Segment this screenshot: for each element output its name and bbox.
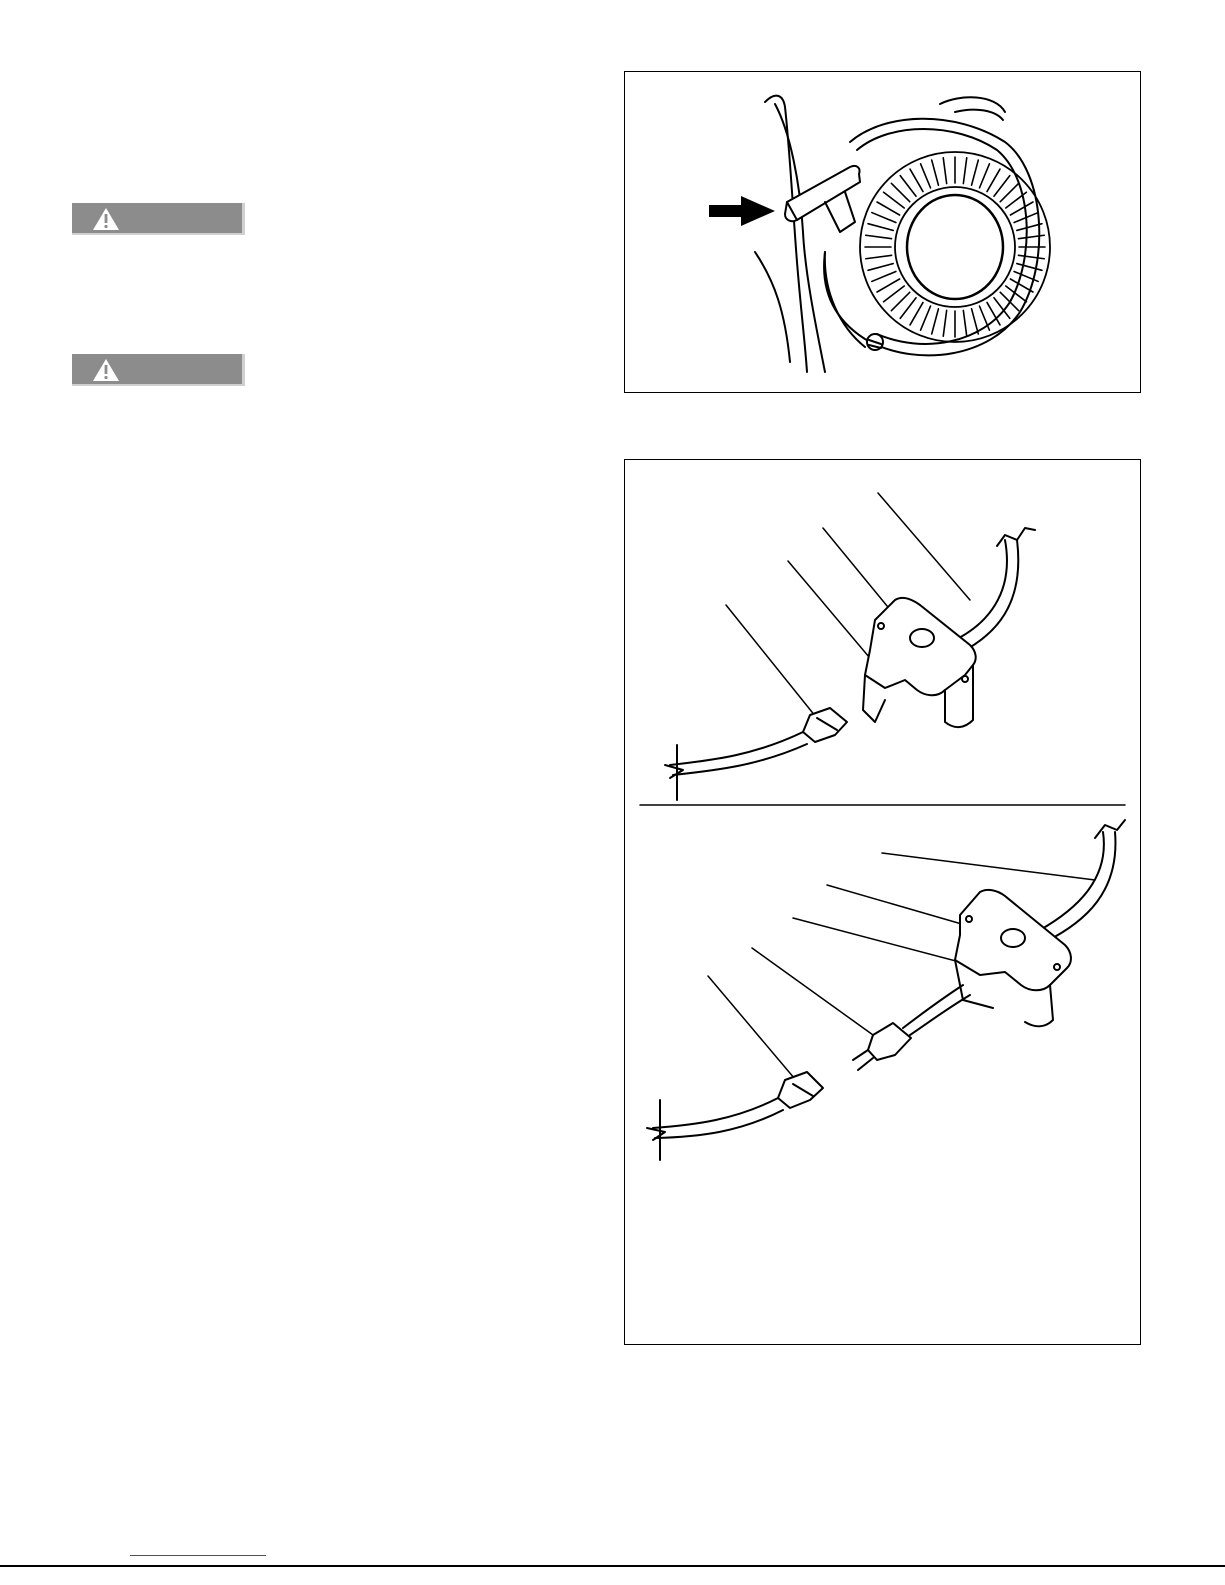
fan-slot [994, 298, 1010, 319]
fan-slot [868, 224, 893, 231]
footer-link-underline[interactable] [130, 1555, 266, 1556]
fan-slot [866, 255, 892, 258]
fan-slot [866, 235, 892, 238]
fan-slot [872, 213, 896, 223]
fan-slot [877, 202, 900, 215]
fan-slot [972, 160, 979, 185]
fan-slot [884, 286, 905, 302]
pull-starter-handle-icon [625, 72, 1142, 394]
warning-banner-2 [72, 354, 245, 386]
fan-slot [872, 271, 896, 281]
fan-slot [900, 298, 916, 319]
fan-slot [900, 176, 916, 197]
fan-slot [884, 192, 905, 208]
fan-slot [1018, 255, 1044, 258]
electric-start-cord-figure [624, 459, 1141, 1345]
fan-slot [1017, 224, 1042, 231]
warning-banner-1 [72, 203, 245, 235]
fan-slot [932, 309, 939, 334]
fan-slot [1017, 264, 1042, 271]
fan-slot [868, 264, 893, 271]
fan-slot [1018, 235, 1044, 238]
fan-slot [921, 164, 931, 188]
fan-slot [963, 310, 966, 336]
fan-slot [910, 169, 923, 192]
power-cord-connection-icon [625, 460, 1142, 1346]
fan-slot [932, 160, 939, 185]
fan-slot [987, 169, 1000, 192]
fan-slot [1000, 292, 1018, 310]
fan-slot [943, 310, 946, 336]
fan-slot [877, 279, 900, 292]
fan-slot [910, 302, 923, 325]
fan-slot [891, 183, 909, 201]
fan-slot [891, 292, 909, 310]
warning-triangle-icon [92, 207, 120, 231]
fan-slot [943, 158, 946, 184]
fan-slot [921, 306, 931, 330]
fan-slot [1010, 279, 1033, 292]
recoil-starter-figure [624, 71, 1141, 393]
fan-slot [963, 158, 966, 184]
fan-slot [1000, 183, 1018, 201]
fan-slot [1010, 202, 1033, 215]
fan-slot [979, 164, 989, 188]
footer-rule [0, 1565, 1225, 1567]
fan-slot [994, 176, 1010, 197]
warning-triangle-icon [92, 358, 120, 382]
fan-slot [972, 309, 979, 334]
